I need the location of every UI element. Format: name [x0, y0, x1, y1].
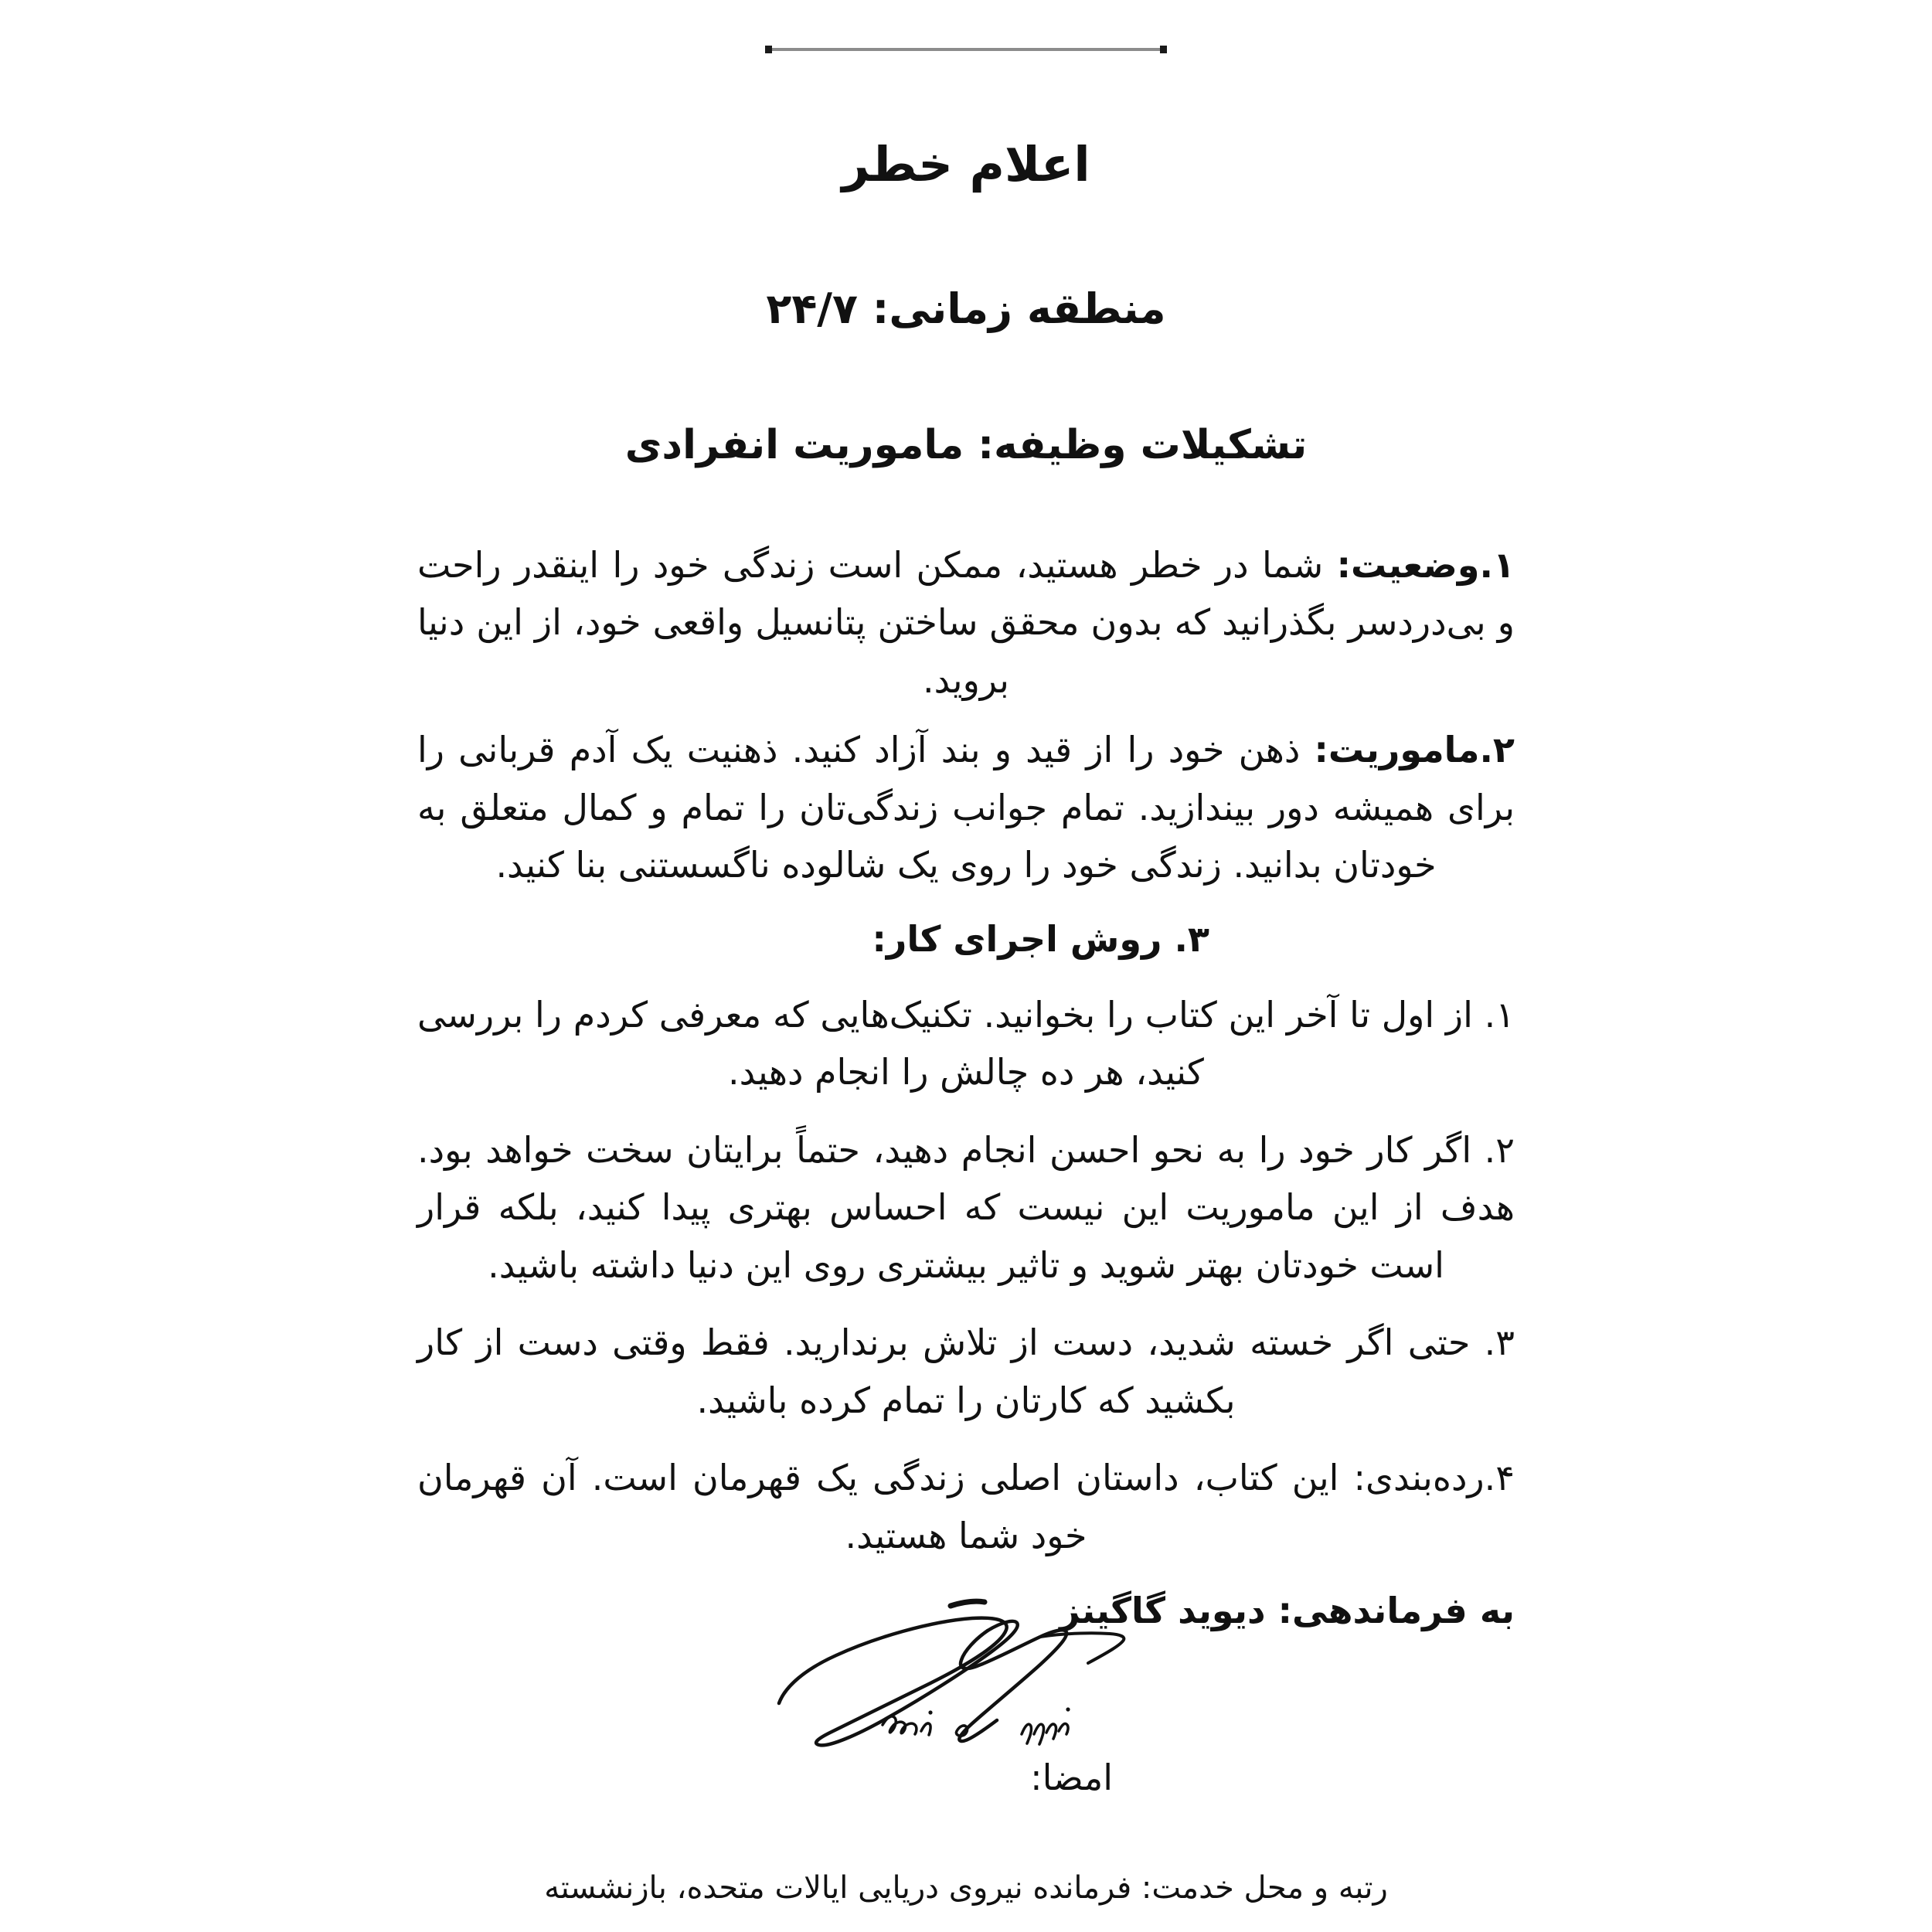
- timezone-line: منطقه زمانی: ۲۴/۷: [766, 284, 1166, 334]
- section-situation-lead: وضعیت:: [1336, 543, 1480, 586]
- section-mission: [417, 721, 1515, 894]
- task-organization-line: تشکیلات وظیفه: ماموریت انفرادی: [624, 422, 1308, 469]
- rank-and-duty-station-line: رتبه و محل خدمت: فرمانده نیروی دریایی ایالات متحده، بازنشسته: [544, 1870, 1388, 1906]
- section-classification: [417, 1449, 1515, 1564]
- page-title: اعلام خطر: [842, 136, 1090, 192]
- section-situation-text: شما در خطر هستید، ممکن است زندگی خود را اینقدر راحت و بی‌دردسر بگذرانید که بدون محقق ساختن پتانسیل واقعی خود، از این دنیا بروید.: [417, 543, 1515, 701]
- execution-item-1-number: ۱.: [1484, 993, 1515, 1036]
- execution-item-1-text: از اول تا آخر این کتاب را بخوانید. تکنیک‌هایی که معرفی کردم را بررسی کنید، هر ده چالش را انجام دهید.: [417, 993, 1473, 1094]
- section-execution-heading: ۳. روش اجرای کار:: [872, 917, 1209, 960]
- section-mission-text: ذهن خود را از قید و بند آزاد کنید. ذهنیت یک آدم قربانی را برای همیشه دور بیندازید. تمام جوانب زندگی‌تان را تمام و کمال متعلق به خودتان بدانید. زندگی خود را روی یک شالوده ناگسستنی بنا کنید.: [417, 729, 1515, 886]
- execution-item-2-number: ۲.: [1484, 1128, 1515, 1171]
- section-situation-number: ۱.: [1479, 543, 1515, 586]
- execution-item-3-text: حتی اگر خسته شدید، دست از تلاش برندارید. فقط وقتی دست از کار بکشید که کارتان را تمام کرده باشید.: [417, 1321, 1471, 1421]
- section-classification-lead: رده‌بندی:: [1353, 1457, 1485, 1499]
- document-content: [417, 0, 1515, 1911]
- execution-item-2-text: اگر کار خود را به نحو احسن انجام دهید، حتماً برایتان سخت خواهد بود. هدف از این ماموریت این نیست که احساس بهتری پیدا کنید، بلکه قرار است خودتان بهتر شوید و تاثیر بیشتری روی این دنیا داشته باشید.: [417, 1128, 1515, 1286]
- execution-item-1: [417, 986, 1515, 1101]
- section-classification-text: این کتاب، داستان اصلی زندگی یک قهرمان است. آن قهرمان خود شما هستید.: [417, 1457, 1339, 1556]
- section-mission-lead: ماموریت:: [1314, 729, 1480, 771]
- execution-item-2: [417, 1121, 1515, 1294]
- body-block: [417, 536, 1515, 1912]
- section-classification-number: ۴.: [1484, 1457, 1515, 1499]
- signature-label: امضا:: [1030, 1757, 1113, 1799]
- commander-line: به فرماندهی: دیوید گاگینز: [1060, 1590, 1515, 1632]
- section-mission-number: ۲.: [1479, 729, 1515, 771]
- signature-mark: [765, 1589, 1128, 1755]
- execution-item-3: [417, 1314, 1515, 1429]
- section-situation: [417, 536, 1515, 709]
- execution-item-3-number: ۳.: [1484, 1321, 1515, 1364]
- commander-row: [417, 1584, 1515, 1762]
